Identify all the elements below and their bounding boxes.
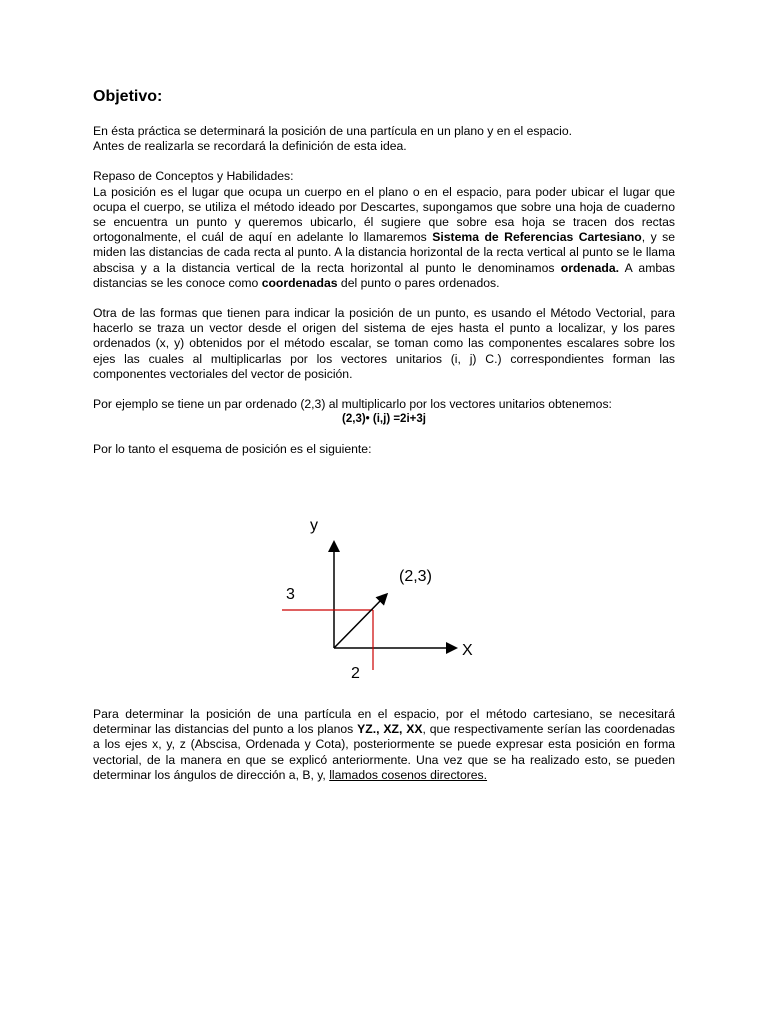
term-planes: YZ., XZ, XX xyxy=(357,722,423,737)
y-axis-label: y xyxy=(310,517,318,534)
y-value-label: 3 xyxy=(286,586,295,603)
intro-line-2: Antes de realizarla se recordará la definición de esta idea. xyxy=(93,139,407,154)
x-value-label: 2 xyxy=(351,665,360,682)
position-diagram xyxy=(270,505,490,690)
space-paragraph: Para determinar la posición de una partícula en el espacio, por el método cartesiano, se necesitará determinar las distancias del punto a los planos YZ., XZ, XX, que respectivamente serían las coordenadas a los ejes x, y, z (Abscisa, Ordenada y Cota), posteriormente se puede expresar esta posición en forma vectorial, de la manera en que se explicó anteriormente. Una vez que se ha realizado esto, se pueden determinar los ángulos de dirección a, B, y, llamados cosenos directores. xyxy=(93,707,675,782)
x-axis-label: X xyxy=(462,642,473,659)
vector-method-paragraph: Otra de las formas que tienen para indicar la posición de un punto, es usando el Método Vectorial, para hacerlo se traza un vector desde el origen del sistema de ejes hasta el punto a localizar, y los pares ordenados (x, y) obtenidos por el método escalar, se toman como las componentes escalares sobre los ejes las cuales al multiplicarlas por los vectores unitarios (i, j) C.) correspondientes forman las componentes vectoriales del vector de posición. xyxy=(93,306,675,381)
scheme-intro: Por lo tanto el esquema de posición es el siguiente: xyxy=(93,442,372,457)
document-page xyxy=(93,86,675,457)
example-paragraph: Por ejemplo se tiene un par ordenado (2,3) al multiplicarlo por los vectores unitarios obtenemos: xyxy=(93,397,612,412)
term-sistema-cartesiano: Sistema de Referencias Cartesiano xyxy=(432,230,642,245)
formula: (2,3)• (i,j) =2i+3j xyxy=(342,413,426,426)
concepts-paragraph: La posición es el lugar que ocupa un cuerpo en el plano o en el espacio, para poder ubicar el lugar que ocupa el cuerpo, se utiliza el método ideado por Descartes, supongamos que sobre una hoja de cuaderno se encuentra un punto y queremos ubicarlo, él sugiere que sobre esa hoja se tracen dos rectas ortogonalmente, el cuál de aquí en adelante lo llamaremos Sistema de Referencias Cartesiano, y se miden las distancias de cada recta al punto. A la distancia horizontal de la recta vertical al punto se le llama abscisa y a la distancia vertical de la recta horizontal al punto le denominamos ordenada. A ambas distancias se les conoce como coordenadas del punto o pares ordenados. xyxy=(93,184,676,290)
intro-line-1: En ésta práctica se determinará la posición de una partícula en un plano y en el espacio. xyxy=(93,124,572,138)
position-vector xyxy=(334,595,386,648)
diagram-svg xyxy=(270,505,490,690)
term-coordenadas: coordenadas xyxy=(261,275,338,290)
heading-objetivo: Objetivo: xyxy=(93,88,163,105)
space-section xyxy=(93,707,675,783)
concepts-title: Repaso de Conceptos y Habilidades: xyxy=(93,169,294,184)
term-ordenada: ordenada. xyxy=(560,260,620,275)
point-label: (2,3) xyxy=(399,568,432,585)
cosenos-directores-text: llamados cosenos directores. xyxy=(329,767,488,782)
